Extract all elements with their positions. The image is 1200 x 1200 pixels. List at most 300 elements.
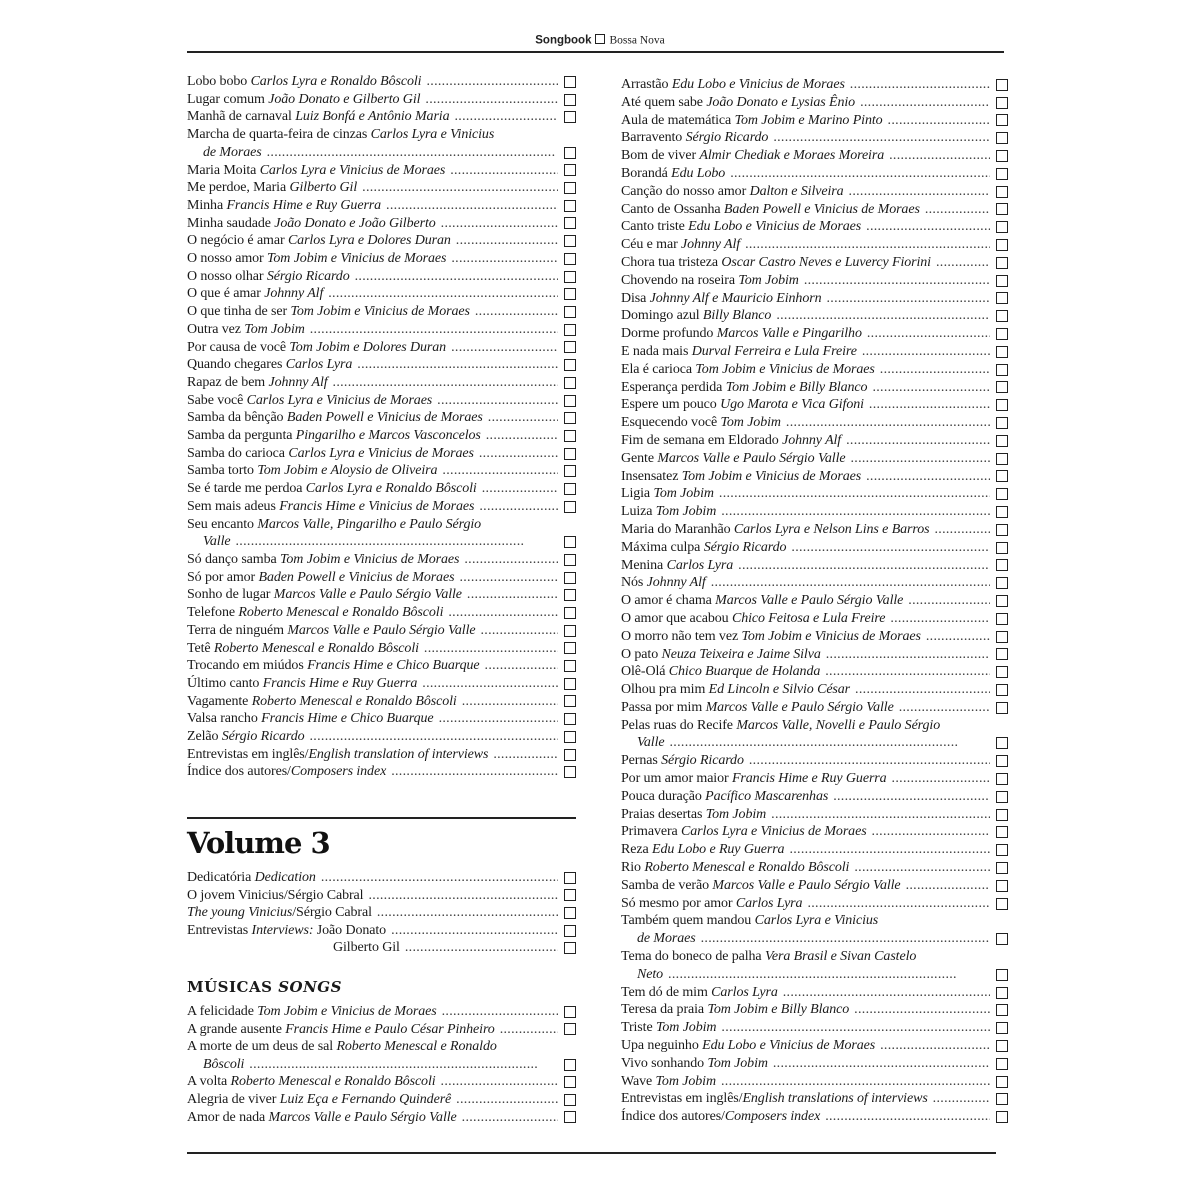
song-title: Domingo azul — [621, 308, 700, 324]
checkbox-icon[interactable] — [564, 536, 576, 548]
list-item — [187, 215, 576, 233]
song-title: Tem dó de mim — [621, 984, 708, 1000]
checkbox-icon[interactable] — [996, 453, 1008, 465]
song-title: O amor é chama — [621, 593, 712, 609]
dot-leader — [488, 409, 558, 427]
entry-text — [187, 1038, 497, 1056]
checkbox-icon[interactable] — [996, 435, 1008, 447]
list-item — [621, 770, 1008, 788]
checkbox-icon[interactable] — [996, 114, 1008, 126]
dot-leader — [721, 1019, 990, 1037]
song-authors: Pacífico Mascarenhas — [705, 788, 829, 804]
list-item — [187, 374, 576, 392]
list-item — [187, 1091, 576, 1109]
entry-text — [621, 1073, 716, 1091]
dot-leader — [485, 657, 558, 675]
entry-text — [187, 904, 372, 922]
dot-leader — [482, 480, 558, 498]
checkbox-icon[interactable] — [564, 253, 576, 265]
dot-leader — [456, 232, 558, 250]
entry-text — [621, 307, 771, 325]
list-item — [187, 356, 576, 374]
dot-leader — [825, 1108, 990, 1126]
dot-leader — [448, 604, 558, 622]
entry-text — [621, 592, 903, 610]
checkbox-icon[interactable] — [996, 470, 1008, 482]
list-item — [621, 663, 1008, 681]
song-title: Por causa de você — [187, 339, 286, 355]
checkbox-icon[interactable] — [564, 572, 576, 584]
song-authors: Roberto Menescal e Ronaldo — [336, 1039, 497, 1055]
song-authors: Gilberto Gil — [289, 180, 358, 196]
list-item — [621, 521, 1008, 539]
song-authors: Neuza Teixeira e Jaime Silva — [661, 646, 821, 662]
checkbox-icon[interactable] — [996, 666, 1008, 678]
list-item — [621, 1090, 1008, 1108]
song-title: Olhou pra mim — [621, 682, 706, 698]
checkbox-icon[interactable] — [564, 430, 576, 442]
checkbox-icon[interactable] — [996, 168, 1008, 180]
checkbox-icon[interactable] — [564, 377, 576, 389]
dot-leader — [362, 179, 558, 197]
checkbox-icon[interactable] — [564, 1111, 576, 1123]
song-title: Pernas — [621, 753, 658, 769]
song-authors: Marcos Valle, Pingarilho e Paulo Sérgio — [257, 516, 482, 532]
entry-text — [621, 503, 716, 521]
song-title: Esquecendo você — [621, 415, 718, 431]
checkbox-icon[interactable] — [564, 660, 576, 672]
song-authors: Johnny Alf — [782, 432, 842, 448]
entry-text — [187, 268, 350, 286]
list-item — [187, 551, 576, 569]
checkbox-icon[interactable] — [564, 324, 576, 336]
checkbox-icon[interactable] — [564, 182, 576, 194]
dot-leader — [442, 462, 558, 480]
dot-leader — [745, 236, 990, 254]
dot-leader — [854, 1001, 990, 1019]
song-authors-continued: Bôscoli — [203, 1056, 245, 1072]
list-item — [621, 129, 1008, 147]
dot-leader — [889, 147, 990, 165]
checkbox-icon[interactable] — [996, 1111, 1008, 1123]
checkbox-icon[interactable] — [564, 1076, 576, 1088]
checkbox-icon[interactable] — [996, 1022, 1008, 1034]
checkbox-icon[interactable] — [564, 925, 576, 937]
checkbox-icon[interactable] — [564, 395, 576, 407]
song-title: Ligia — [621, 486, 651, 502]
checkbox-icon[interactable] — [564, 465, 576, 477]
list-item — [187, 939, 576, 957]
song-authors: Tom Jobim e Vinicius de Moraes — [290, 304, 470, 320]
entry-text — [187, 604, 443, 622]
checkbox-icon[interactable] — [564, 483, 576, 495]
dot-leader — [738, 557, 990, 575]
song-title: Canto triste — [621, 219, 685, 235]
song-title: Upa neguinho — [621, 1038, 699, 1054]
checkbox-icon[interactable] — [564, 872, 576, 884]
dot-leader — [500, 1021, 558, 1039]
dot-leader — [872, 823, 990, 841]
checkbox-icon[interactable] — [564, 111, 576, 123]
song-title: Borandá — [621, 165, 668, 181]
checkbox-icon[interactable] — [564, 94, 576, 106]
checkbox-icon[interactable] — [564, 749, 576, 761]
checkbox-icon[interactable] — [564, 695, 576, 707]
checkbox-icon[interactable] — [564, 200, 576, 212]
checkbox-icon[interactable] — [996, 969, 1008, 981]
list-item — [621, 610, 1008, 628]
checkbox-icon[interactable] — [996, 203, 1008, 215]
checkbox-icon[interactable] — [996, 1058, 1008, 1070]
checkbox-icon[interactable] — [996, 524, 1008, 536]
checkbox-icon[interactable] — [564, 448, 576, 460]
song-title: Chovendo na roseira — [621, 272, 735, 288]
right-song-list — [621, 76, 1008, 1126]
checkbox-icon[interactable] — [564, 147, 576, 159]
song-authors: Johnny Alf — [268, 374, 328, 390]
dot-leader — [450, 162, 558, 180]
checkbox-icon[interactable] — [996, 381, 1008, 393]
checkbox-icon[interactable] — [996, 488, 1008, 500]
checkbox-icon[interactable] — [996, 399, 1008, 411]
song-authors: Tom Jobim — [720, 415, 781, 431]
list-item — [621, 468, 1008, 486]
song-title: Esperança perdida — [621, 379, 723, 395]
song-title: Alegria de viver — [187, 1091, 277, 1107]
entry-text — [621, 432, 841, 450]
song-title: A morte de um deus de sal — [187, 1039, 334, 1055]
dot-leader — [249, 1056, 558, 1074]
song-authors: Sérgio Ricardo — [221, 729, 305, 745]
checkbox-icon[interactable] — [996, 417, 1008, 429]
checkbox-icon[interactable] — [996, 737, 1008, 749]
checkbox-icon[interactable] — [564, 217, 576, 229]
checkbox-icon[interactable] — [996, 702, 1008, 714]
entry-text — [187, 91, 420, 109]
dot-leader — [425, 91, 558, 109]
checkbox-icon[interactable] — [996, 826, 1008, 838]
song-title: Amor de nada — [187, 1109, 266, 1125]
checkbox-icon[interactable] — [564, 942, 576, 954]
entry-text — [621, 236, 740, 254]
entry-text — [621, 272, 799, 290]
entry-text — [187, 321, 305, 339]
dot-leader — [862, 343, 990, 361]
dot-leader — [437, 392, 558, 410]
list-item — [621, 699, 1008, 717]
song-title: Último canto — [187, 675, 260, 691]
checkbox-icon[interactable] — [996, 364, 1008, 376]
checkbox-icon[interactable] — [996, 150, 1008, 162]
dot-leader — [355, 268, 558, 286]
entry-text — [621, 414, 781, 432]
dot-leader — [456, 1091, 558, 1109]
checkbox-icon[interactable] — [564, 1059, 576, 1071]
checkbox-icon[interactable] — [564, 76, 576, 88]
song-authors: Ugo Marota e Vica Gifoni — [720, 397, 864, 413]
list-item — [187, 1109, 576, 1127]
dot-leader — [807, 895, 990, 913]
checkbox-icon[interactable] — [996, 542, 1008, 554]
checkbox-icon[interactable] — [564, 907, 576, 919]
checkbox-icon[interactable] — [564, 766, 576, 778]
list-item — [621, 1019, 1008, 1037]
song-title: Zelão — [187, 729, 219, 745]
checkbox-icon[interactable] — [996, 613, 1008, 625]
song-title: Entrevistas — [187, 922, 249, 938]
song-title: E nada mais — [621, 343, 689, 359]
song-title: Dedicatória — [187, 870, 252, 885]
checkbox-icon[interactable] — [996, 1093, 1008, 1105]
dot-leader — [773, 129, 990, 147]
checkbox-icon[interactable] — [564, 359, 576, 371]
song-title: Teresa da praia — [621, 1002, 705, 1018]
checkbox-icon[interactable] — [996, 186, 1008, 198]
checkbox-icon[interactable] — [996, 595, 1008, 607]
list-item — [621, 254, 1008, 272]
song-title: Sabe você — [187, 392, 244, 408]
list-item — [621, 165, 1008, 183]
song-title: Valsa rancho — [187, 711, 258, 727]
list-item — [187, 303, 576, 321]
list-item — [621, 1037, 1008, 1055]
song-title: Samba da bênção — [187, 410, 284, 426]
song-title: Passa por mim — [621, 699, 703, 715]
checkbox-icon[interactable] — [996, 577, 1008, 589]
song-authors: Carlos Lyra e Dolores Duran — [287, 233, 451, 249]
song-authors: Edu Lobo e Ruy Guerra — [652, 842, 785, 858]
list-item — [621, 379, 1008, 397]
list-item — [621, 1108, 1008, 1126]
checkbox-icon[interactable] — [564, 589, 576, 601]
list-item — [187, 640, 576, 658]
entry-text — [621, 788, 828, 806]
checkbox-icon[interactable] — [996, 631, 1008, 643]
song-title: O pato — [621, 646, 659, 662]
entry-text — [187, 710, 434, 728]
checkbox-icon[interactable] — [996, 97, 1008, 109]
song-authors: Tom Jobim e Vinicius de Moraes — [695, 361, 875, 377]
list-item — [621, 201, 1008, 219]
list-item — [187, 73, 576, 91]
list-item — [187, 268, 576, 286]
checkbox-icon[interactable] — [996, 292, 1008, 304]
song-authors: Marcos Valle e Paulo Sérgio Valle — [657, 450, 846, 466]
list-item — [187, 675, 576, 693]
checkbox-icon[interactable] — [996, 1076, 1008, 1088]
entry-text — [187, 551, 459, 569]
checkbox-icon[interactable] — [996, 559, 1008, 571]
dot-leader — [310, 321, 558, 339]
entry-text — [187, 939, 400, 957]
list-item — [187, 1021, 576, 1039]
top-rule — [187, 51, 1004, 53]
song-title: Só por amor — [187, 569, 256, 585]
song-title: Gilberto Gil — [333, 940, 400, 956]
checkbox-icon[interactable] — [996, 1040, 1008, 1052]
song-title: Só mesmo por amor — [621, 895, 733, 911]
dot-leader — [934, 521, 990, 539]
checkbox-icon[interactable] — [564, 235, 576, 247]
checkbox-icon[interactable] — [564, 678, 576, 690]
list-item — [621, 859, 1008, 877]
song-title: Fim de semana em Eldorado — [621, 432, 779, 448]
checkbox-icon[interactable] — [564, 412, 576, 424]
entry-text — [621, 325, 862, 343]
entry-text — [187, 250, 446, 268]
entry-text — [187, 516, 481, 534]
dot-leader — [357, 356, 558, 374]
song-authors: Carlos Lyra e Nelson Lins e Barros — [733, 521, 930, 537]
dot-leader — [386, 197, 558, 215]
checkbox-icon[interactable] — [564, 341, 576, 353]
checkbox-icon[interactable] — [564, 1094, 576, 1106]
entry-text — [187, 746, 488, 764]
checkbox-icon[interactable] — [996, 221, 1008, 233]
checkbox-icon[interactable] — [996, 898, 1008, 910]
dot-leader — [773, 1055, 990, 1073]
bottom-rule — [187, 1152, 996, 1154]
checkbox-icon[interactable] — [564, 164, 576, 176]
list-item — [187, 604, 576, 622]
song-authors: Carlos Lyra e Ronaldo Bôscoli — [250, 74, 422, 89]
song-authors: Francis Hime e Ruy Guerra — [226, 197, 382, 213]
checkbox-icon[interactable] — [996, 862, 1008, 874]
song-authors: Francis Hime e Chico Buarque — [261, 711, 434, 727]
song-authors: Carlos Lyra e Vinicius de Moraes — [681, 824, 867, 840]
song-title: Samba do carioca — [187, 445, 285, 461]
entry-text — [187, 869, 316, 887]
checkbox-icon[interactable] — [564, 731, 576, 743]
list-item — [187, 339, 576, 357]
checkbox-icon[interactable] — [564, 607, 576, 619]
checkbox-icon[interactable] — [996, 844, 1008, 856]
songs-heading-pt: MÚSICAS — [187, 978, 273, 996]
checkbox-icon[interactable] — [996, 755, 1008, 767]
song-authors: Carlos Lyra e Vinicius de Moraes — [246, 392, 433, 408]
entry-text — [187, 462, 437, 480]
checkbox-icon[interactable] — [564, 1006, 576, 1018]
checkbox-icon[interactable] — [564, 554, 576, 566]
dot-leader — [310, 728, 559, 746]
dot-leader — [321, 869, 558, 887]
checkbox-icon[interactable] — [996, 239, 1008, 251]
checkbox-icon[interactable] — [996, 791, 1008, 803]
dot-leader — [426, 73, 558, 91]
song-title: Pouca duração — [621, 788, 702, 804]
checkbox-icon[interactable] — [564, 642, 576, 654]
song-title: O que tinha de ser — [187, 304, 288, 320]
list-item — [187, 91, 576, 109]
list-item — [621, 432, 1008, 450]
dot-leader — [786, 414, 990, 432]
song-title: Dorme profundo — [621, 326, 714, 342]
checkbox-icon[interactable] — [564, 271, 576, 283]
song-authors: Johnny Alf — [681, 237, 741, 253]
checkbox-icon[interactable] — [564, 889, 576, 901]
entry-text — [187, 409, 483, 427]
list-item — [621, 183, 1008, 201]
song-authors: English translations of interviews — [742, 1091, 928, 1107]
song-title: Quando chegares — [187, 357, 283, 373]
dot-leader — [892, 770, 990, 788]
song-authors: Francis Hime e Vinicius de Moraes — [279, 498, 475, 514]
checkbox-icon[interactable] — [996, 933, 1008, 945]
song-title: Insensatez — [621, 468, 679, 484]
checkbox-icon[interactable] — [564, 306, 576, 318]
song-title: Me perdoe, Maria — [187, 180, 287, 196]
song-authors-continued: de Moraes — [203, 144, 262, 160]
list-item — [621, 396, 1008, 414]
song-title: Índice dos autores/ — [621, 1109, 725, 1125]
song-title: Samba de verão — [621, 877, 710, 893]
checkbox-icon[interactable] — [996, 275, 1008, 287]
song-title: Lobo bobo — [187, 74, 248, 89]
entry-text — [621, 343, 857, 361]
dot-leader — [464, 551, 558, 569]
checkbox-icon[interactable] — [996, 506, 1008, 518]
song-title: O nosso amor — [187, 251, 264, 267]
song-title: Ela é carioca — [621, 361, 692, 377]
song-authors: Baden Powell e Vinicius de Moraes — [258, 569, 455, 585]
song-authors: Vera Brasil e Sivan Castelo — [764, 949, 917, 965]
list-item — [621, 592, 1008, 610]
checkbox-icon[interactable] — [996, 346, 1008, 358]
entry-text — [187, 427, 481, 445]
checkbox-icon[interactable] — [996, 79, 1008, 91]
checkbox-icon[interactable] — [564, 501, 576, 513]
song-title: Até quem sabe — [621, 94, 703, 110]
checkbox-icon[interactable] — [996, 1004, 1008, 1016]
checkbox-icon[interactable] — [996, 648, 1008, 660]
dot-leader — [328, 285, 558, 303]
song-authors: Dedication — [254, 870, 316, 885]
checkbox-icon[interactable] — [996, 809, 1008, 821]
song-authors: Roberto Menescal e Ronaldo Bôscoli — [213, 640, 419, 656]
entry-text — [621, 877, 901, 895]
checkbox-icon[interactable] — [996, 257, 1008, 269]
checkbox-icon[interactable] — [996, 328, 1008, 340]
checkbox-icon[interactable] — [996, 310, 1008, 322]
song-title: Gente — [621, 450, 654, 466]
dot-leader — [789, 841, 990, 859]
list-item — [187, 197, 576, 215]
song-authors: Tom Jobim e Billy Blanco — [725, 379, 868, 395]
entry-text — [621, 450, 845, 468]
dot-leader — [441, 215, 558, 233]
checkbox-icon[interactable] — [996, 773, 1008, 785]
entry-text — [621, 485, 714, 503]
checkbox-icon[interactable] — [996, 987, 1008, 999]
song-title: Wave — [621, 1073, 653, 1089]
entry-text — [621, 361, 875, 379]
song-title: Canção do nosso amor — [621, 183, 747, 199]
checkbox-icon[interactable] — [564, 288, 576, 300]
song-title: Máxima culpa — [621, 539, 701, 555]
song-title: O negócio é amar — [187, 233, 285, 249]
checkbox-icon[interactable] — [564, 713, 576, 725]
checkbox-icon[interactable] — [564, 1023, 576, 1035]
dot-leader — [804, 272, 990, 290]
checkbox-icon[interactable] — [564, 625, 576, 637]
checkbox-icon[interactable] — [996, 880, 1008, 892]
song-authors: Pingarilho e Marcos Vasconcelos — [295, 428, 481, 444]
checkbox-icon[interactable] — [996, 684, 1008, 696]
dot-leader — [441, 1073, 558, 1091]
checkbox-icon[interactable] — [996, 132, 1008, 144]
song-authors: Tom Jobim e Vinicius de Moraes — [681, 468, 862, 484]
entry-text — [621, 557, 733, 575]
